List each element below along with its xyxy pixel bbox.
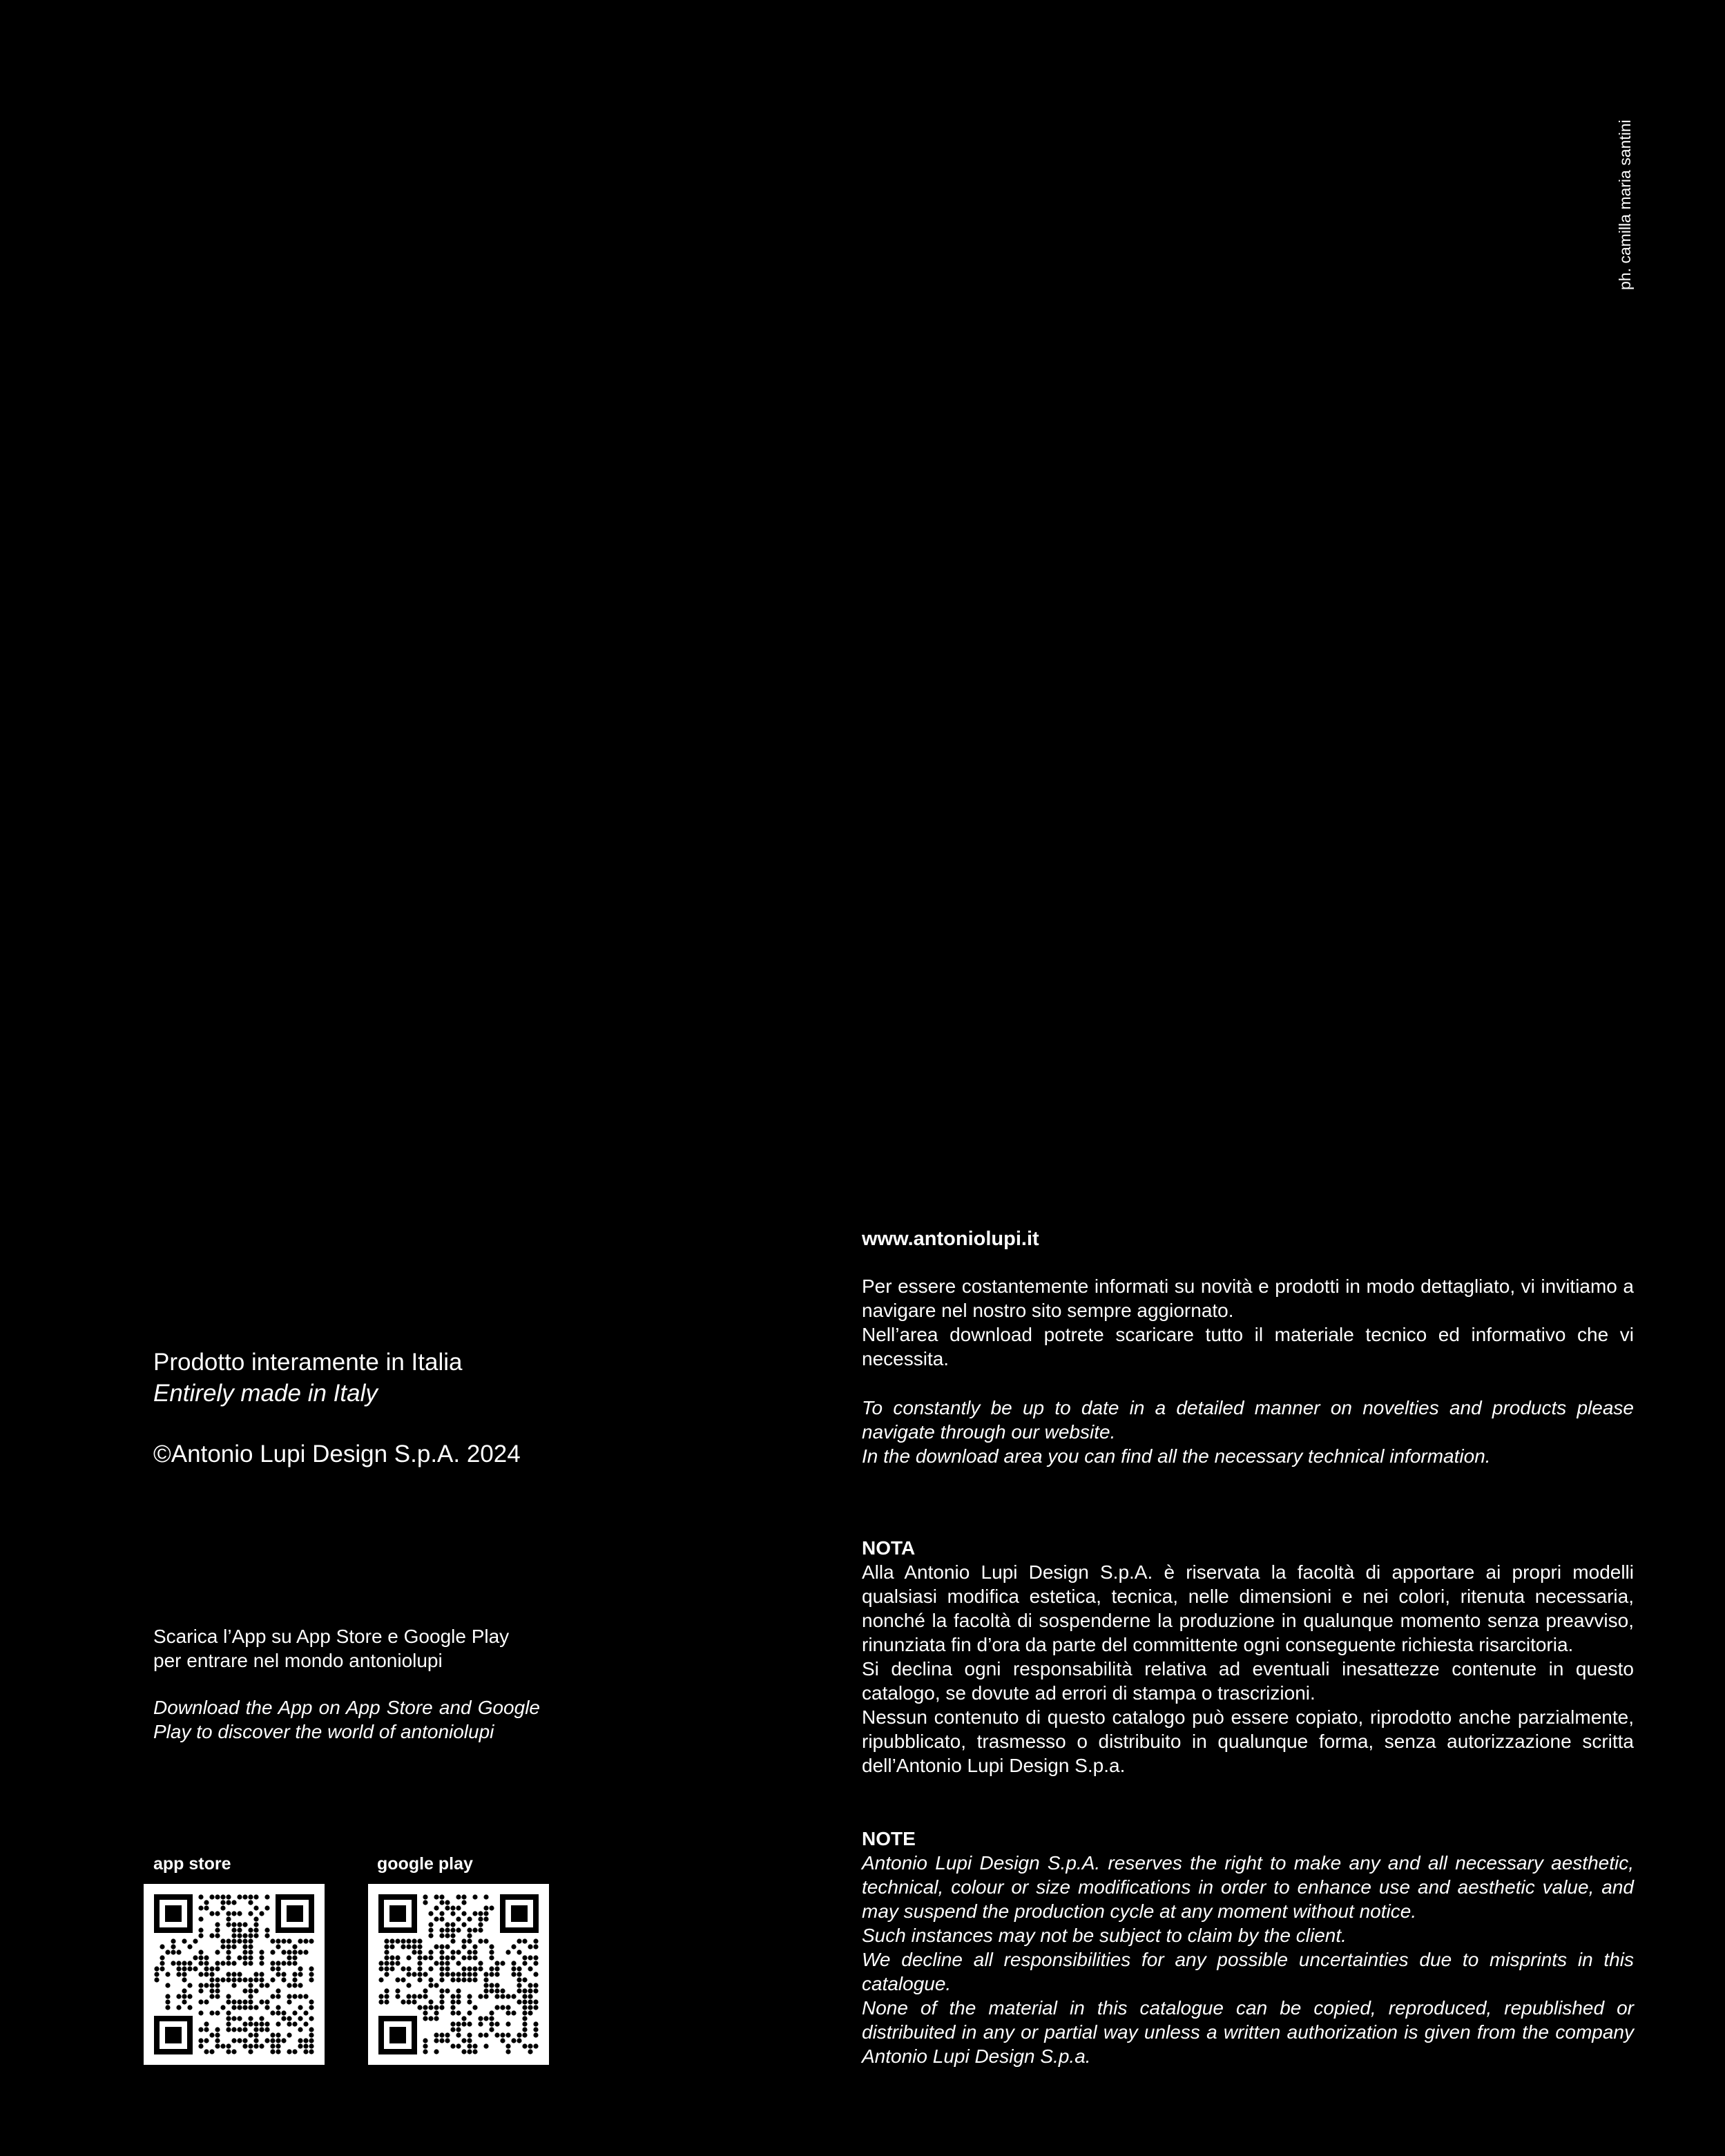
note-p3: We decline all responsibilities for any possible uncertainties due to misprints in this catalogue.: [862, 1949, 1634, 1994]
website-link[interactable]: www.antoniolupi.it: [862, 1228, 1039, 1250]
note-p1: Antonio Lupi Design S.p.A. reserves the right to make any and all necessary aesthetic, technical, colour or size modifications in order to enhance use and aesthetic value, and may suspend the production cycle at any moment without notice.: [862, 1852, 1634, 1922]
website-info-en: [862, 1396, 1634, 1468]
google-play-label: google play: [377, 1854, 473, 1874]
app-store-label: app store: [153, 1854, 231, 1874]
app-store-qr-code-icon[interactable]: [144, 1884, 325, 2065]
note-p2: Such instances may not be subject to claim by the client.: [862, 1925, 1347, 1946]
website-info-it: [862, 1274, 1634, 1371]
made-in-italy-it: Prodotto interamente in Italia: [153, 1349, 463, 1376]
website-info-en-p1: To constantly be up to date in a detailed manner on novelties and products please navigate through our website.: [862, 1397, 1634, 1443]
website-info-en-p2: In the download area you can find all the necessary technical information.: [862, 1445, 1491, 1467]
note-section: [862, 1827, 1634, 2068]
website-info-it-p1: Per essere costantemente informati su novità e prodotti in modo dettagliato, vi invitiamo a navigare nel nostro sito sempre aggiornato.: [862, 1276, 1634, 1321]
nota-p1: Alla Antonio Lupi Design S.p.A. è riservata la facoltà di apportare ai propri modelli qualsiasi modifica estetica, tecnica, nelle dimensioni e nei colori, ritenuta necessaria, nonché la facoltà di sospenderne la produzione in qualunque momento senza preavviso, rinunziata fin d’ora da parte del committente ogni conseguente richiesta risarcitoria.: [862, 1561, 1634, 1655]
app-download-it-line1: Scarica l’App su App Store e Google Play: [153, 1626, 510, 1647]
nota-p2: Si declina ogni responsabilità relativa ad eventuali inesattezze contenute in questo catalogo, se dovute ad errori di stampa o trascrizioni.: [862, 1658, 1634, 1704]
copyright-notice: ©Antonio Lupi Design S.p.A. 2024: [153, 1441, 521, 1467]
google-play-qr-code-icon[interactable]: [368, 1884, 549, 2065]
app-download-it: [153, 1624, 540, 1673]
nota-heading: NOTA: [862, 1537, 916, 1559]
app-download-it-line2: per entrare nel mondo antoniolupi: [153, 1650, 443, 1671]
website-info-it-p2: Nell’area download potrete scaricare tutto il materiale tecnico ed informativo che vi necessita.: [862, 1324, 1634, 1369]
nota-p3: Nessun contenuto di questo catalogo può essere copiato, riprodotto anche parzialmente, ripubblicato, trasmesso o distribuito in qualunque forma, senza autorizzazione scritta dell’Antonio Lupi Design S.p.a.: [862, 1706, 1634, 1776]
photo-credit: ph. camilla maria santini: [1616, 119, 1634, 290]
note-heading: NOTE: [862, 1828, 916, 1849]
made-in-italy-en: Entirely made in Italy: [153, 1380, 378, 1407]
note-p4: None of the material in this catalogue can be copied, reproduced, republished or distribuited in any or partial way unless a written authorization is given from the company Antonio Lupi Design S.p.a.: [862, 1997, 1634, 2067]
nota-section: [862, 1536, 1634, 1778]
app-download-en: Download the App on App Store and Google Play to discover the world of antoniolupi: [153, 1697, 540, 1742]
